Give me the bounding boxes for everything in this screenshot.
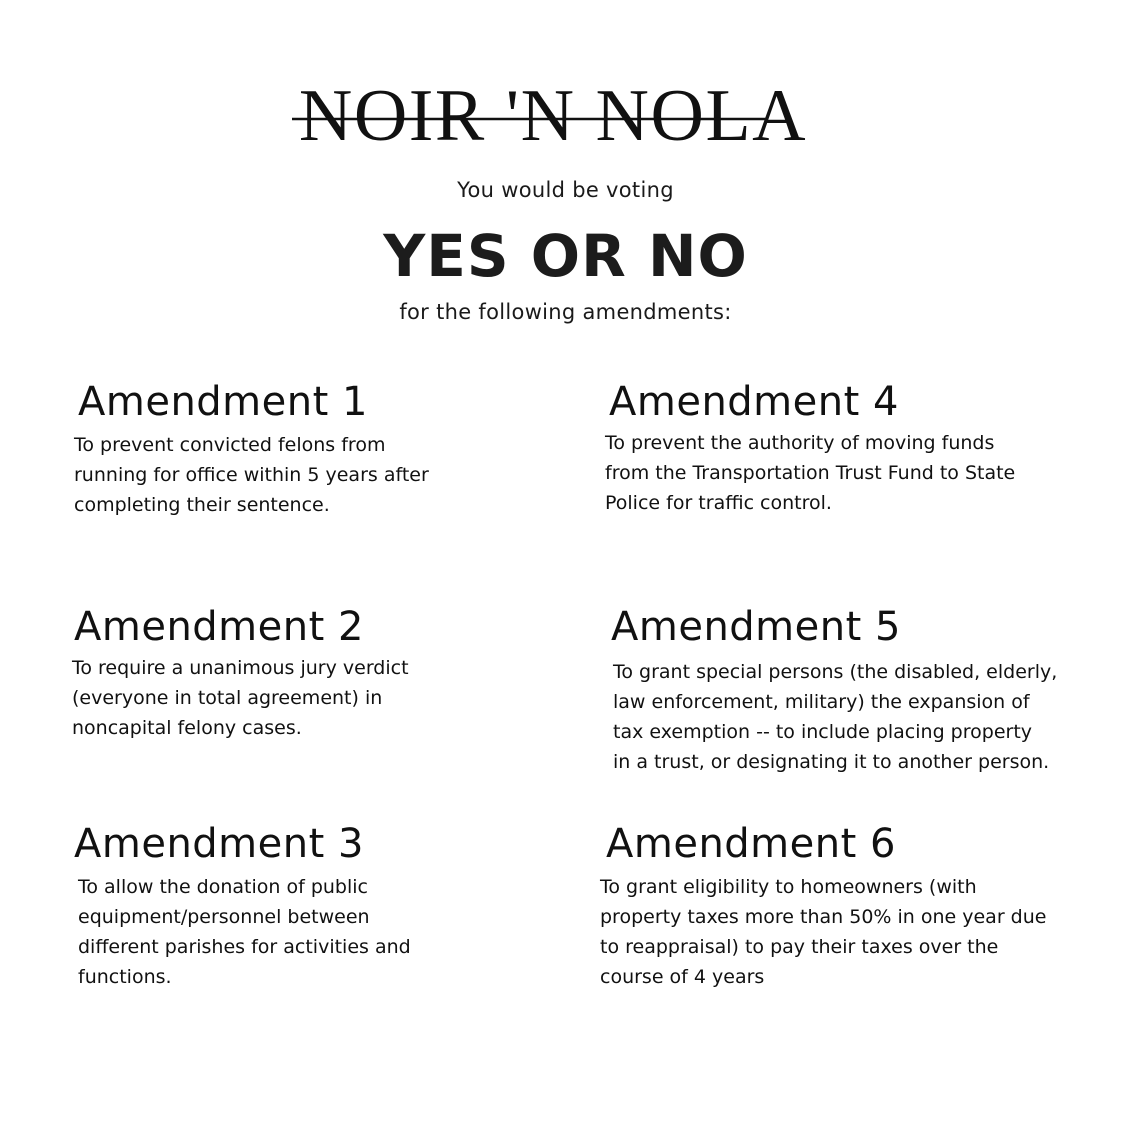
amendment-title: Amendment 3: [74, 821, 364, 867]
amendment-description: To prevent convicted felons from running for office within 5 years after completing their sentence.: [74, 434, 429, 516]
amendment-title: Amendment 2: [74, 604, 364, 650]
amendment-title: Amendment 6: [606, 821, 896, 867]
intro-bottom-line: for the following amendments:: [399, 300, 732, 324]
amendment-1: [74, 378, 429, 520]
amendment-description: To prevent the authority of moving funds from the Transportation Trust Fund to State Police for traffic control.: [605, 432, 1016, 514]
amendment-title: Amendment 1: [78, 379, 368, 425]
amendment-2: [74, 603, 409, 743]
amendment-title: Amendment 5: [611, 604, 901, 650]
amendment-description: To allow the donation of public equipment/personnel between different parishes for activities and functions.: [78, 876, 411, 988]
amendment-title: Amendment 4: [609, 379, 899, 425]
intro-top-line: You would be voting: [457, 178, 674, 202]
amendment-description: To grant special persons (the disabled, elderly, law enforcement, military) the expansion of tax exemption -- to include placing property in a trust, or designating it to another person.: [613, 661, 1058, 773]
amendment-description: To require a unanimous jury verdict (everyone in total agreement) in noncapital felony cases.: [72, 657, 409, 739]
brand-logo-text: NOIR 'N NOLA: [298, 75, 808, 152]
amendment-4: [605, 378, 1016, 518]
amendment-3: [74, 820, 411, 992]
headline: YES OR NO: [383, 222, 748, 290]
brand-logo: [0, 72, 1131, 152]
amendment-5: [611, 603, 1057, 777]
amendment-description: To grant eligibility to homeowners (with property taxes more than 50% in one year due to reappraisal) to pay their taxes over the course of 4 years: [600, 876, 1047, 988]
amendment-6: [600, 820, 1047, 992]
